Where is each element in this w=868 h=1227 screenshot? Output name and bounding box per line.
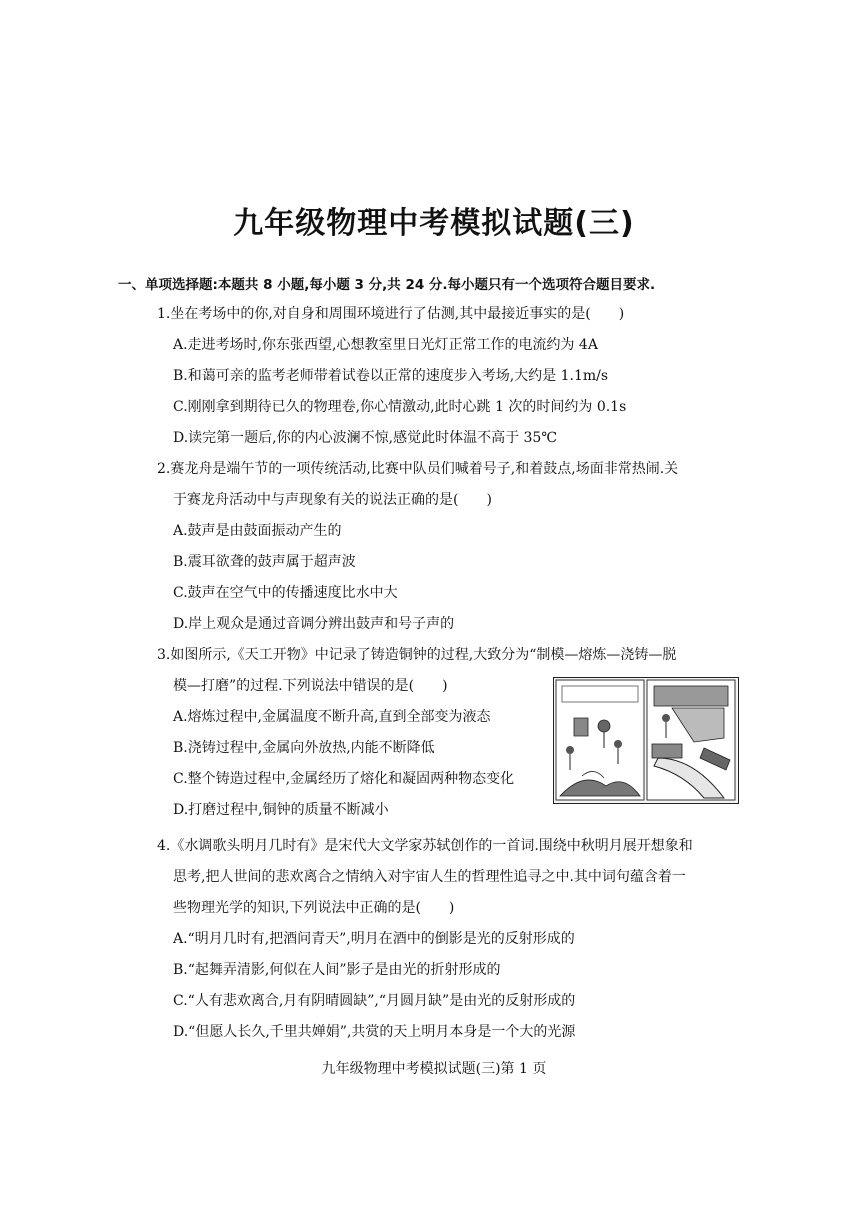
question-4-stem-line-2: 思考,把人世间的悲欢离合之情纳入对宇宙人生的哲理性追寻之中.其中词句蕴含着一	[173, 869, 686, 885]
question-2-option-c: C.鼓声在空气中的传播速度比水中大	[173, 585, 398, 601]
question-3-option-b: B.浇铸过程中,金属向外放热,内能不断降低	[173, 740, 435, 756]
casting-illustration	[553, 677, 739, 804]
question-4-stem-line-1: 4.《水调歌头明月几时有》是宋代大文学家苏轼创作的一首词.围绕中秋明月展开想象和	[157, 838, 693, 854]
question-4-option-a: A.“明月几时有,把酒问青天”,明月在酒中的倒影是光的反射形成的	[173, 931, 575, 947]
question-2-option-b: B.震耳欲聋的鼓声属于超声波	[173, 554, 356, 570]
question-3-option-c: C.整个铸造过程中,金属经历了熔化和凝固两种物态变化	[173, 771, 515, 787]
question-1-stem: 1.坐在考场中的你,对自身和周围环境进行了估测,其中最接近事实的是( )	[157, 306, 625, 322]
page-footer: 九年级物理中考模拟试题(三)第 1 页	[321, 1061, 547, 1077]
page-title: 九年级物理中考模拟试题(三)	[233, 206, 635, 241]
question-2-stem-line-1: 2.赛龙舟是端午节的一项传统活动,比赛中队员们喊着号子,和着鼓点,场面非常热闹.关	[157, 461, 679, 477]
question-1-option-a: A.走进考场时,你东张西望,心想教室里日光灯正常工作的电流约为 4A	[173, 337, 598, 353]
question-4-option-c: C.“人有悲欢离合,月有阴晴圆缺”,“月圆月缺”是由光的反射形成的	[173, 993, 576, 1009]
casting-illustration-drawing	[554, 678, 737, 802]
question-2-option-d: D.岸上观众是通过音调分辨出鼓声和号子声的	[173, 616, 455, 632]
question-4-option-d: D.“但愿人长久,千里共婵娟”,共赏的天上明月本身是一个大的光源	[173, 1024, 576, 1040]
question-1-option-b: B.和蔼可亲的监考老师带着试卷以正常的速度步入考场,大约是 1.1m/s	[173, 368, 609, 384]
question-1-option-d: D.读完第一题后,你的内心波澜不惊,感觉此时体温不高于 35℃	[173, 430, 558, 446]
section-heading: 一、单项选择题:本题共 8 小题,每小题 3 分,共 24 分.每小题只有一个选项符合题目要求.	[118, 277, 656, 293]
question-4-stem-line-3: 些物理光学的知识,下列说法中正确的是( )	[173, 900, 455, 916]
question-2-stem-line-2: 于赛龙舟活动中与声现象有关的说法正确的是( )	[173, 492, 492, 508]
question-3-stem-line-2: 模—打磨”的过程.下列说法中错误的是( )	[173, 678, 448, 694]
question-3-option-a: A.熔炼过程中,金属温度不断升高,直到全部变为液态	[173, 709, 491, 725]
question-1-option-c: C.刚刚拿到期待已久的物理卷,你心情激动,此时心跳 1 次的时间约为 0.1s	[173, 399, 627, 415]
question-3-stem-line-1: 3.如图所示,《天工开物》中记录了铸造铜钟的过程,大致分为“制模—熔炼—浇铸—脱	[157, 647, 677, 663]
question-3-option-d: D.打磨过程中,铜钟的质量不断减小	[173, 802, 389, 818]
question-4-option-b: B.“起舞弄清影,何似在人间”影子是由光的折射形成的	[173, 962, 501, 978]
question-2-option-a: A.鼓声是由鼓面振动产生的	[173, 523, 342, 539]
